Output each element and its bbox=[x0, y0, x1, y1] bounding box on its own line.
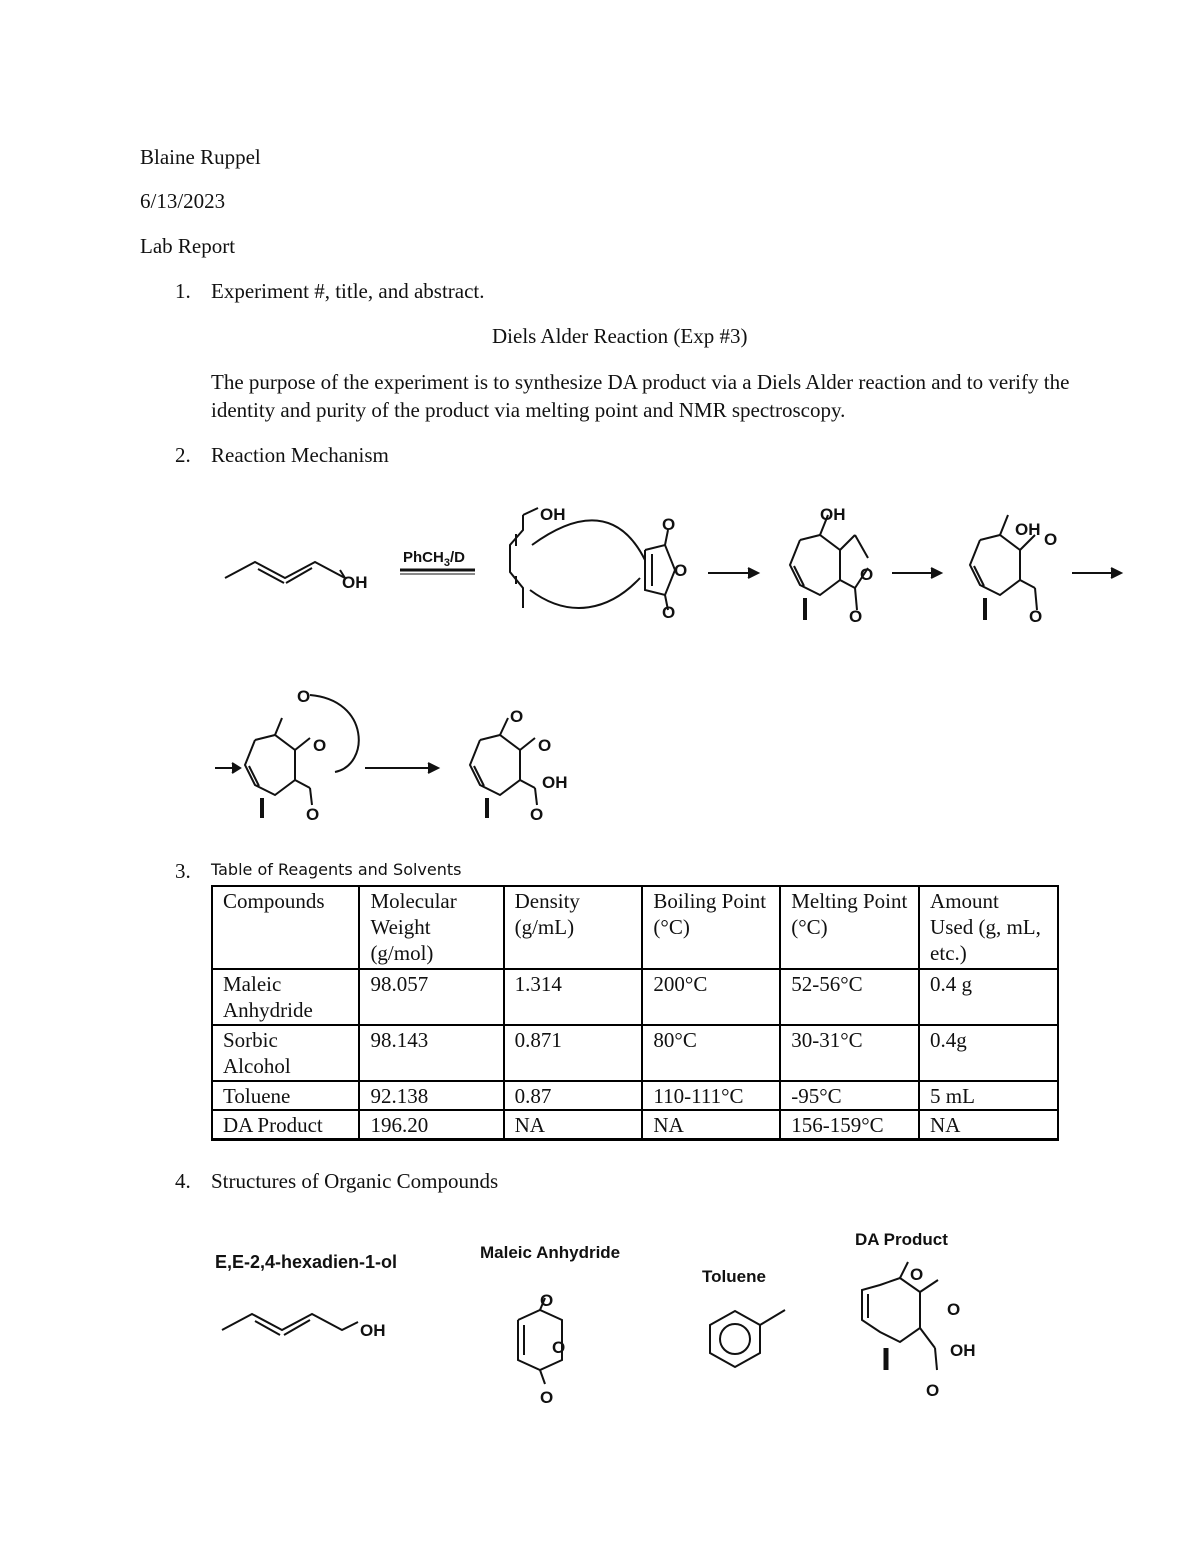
table-cell: 200°C bbox=[642, 969, 780, 1025]
table-header-cell: Boiling Point (°C) bbox=[642, 886, 780, 969]
da-ring-o: O bbox=[910, 1265, 924, 1284]
section-2-title: Reaction Mechanism bbox=[211, 443, 389, 467]
section-4-number: 4. bbox=[175, 1169, 191, 1193]
reagents-table bbox=[211, 885, 1059, 1141]
row2-carboxylate-o: O bbox=[306, 805, 320, 824]
product-ring-o: O bbox=[510, 707, 524, 726]
table-header-cell: Density (g/mL) bbox=[504, 886, 643, 969]
section-2-number: 2. bbox=[175, 443, 191, 467]
table-cell: 156-159°C bbox=[780, 1110, 919, 1140]
table-cell: 0.4g bbox=[919, 1025, 1058, 1081]
table-header-cell: Amount Used (g, mL, etc.) bbox=[919, 886, 1058, 969]
author-name: Blaine Ruppel bbox=[140, 145, 261, 169]
table-cell: 0.4 g bbox=[919, 969, 1058, 1025]
maleic-ring-o: O bbox=[552, 1338, 566, 1357]
hexadienol-structure-oh: OH bbox=[360, 1321, 386, 1340]
da-product-label: DA Product bbox=[855, 1230, 948, 1249]
section-3-title: Table of Reagents and Solvents bbox=[211, 860, 462, 879]
maleic-bottom-o: O bbox=[540, 1388, 554, 1407]
table-row bbox=[212, 1025, 1058, 1081]
table-cell: Toluene bbox=[212, 1081, 359, 1110]
table-cell: 98.143 bbox=[359, 1025, 503, 1081]
table-cell: 110-111°C bbox=[642, 1081, 780, 1110]
da-oh: OH bbox=[950, 1341, 976, 1360]
table-cell: 0.871 bbox=[504, 1025, 643, 1081]
table-cell: 196.20 bbox=[359, 1110, 503, 1140]
anhydride-bottom-o: O bbox=[662, 603, 676, 622]
da-lactone-o: O bbox=[947, 1300, 961, 1319]
organic-structures bbox=[200, 1220, 1020, 1420]
table-cell: NA bbox=[642, 1110, 780, 1140]
table-cell: 98.057 bbox=[359, 969, 503, 1025]
maleic-anhydride-label: Maleic Anhydride bbox=[480, 1243, 621, 1262]
table-header-row bbox=[212, 886, 1058, 969]
svg-text:PhCH3/D bbox=[403, 549, 465, 569]
anhydride-ring-o: O bbox=[674, 561, 688, 580]
experiment-title: Diels Alder Reaction (Exp #3) bbox=[492, 324, 748, 348]
product-oh: OH bbox=[542, 773, 568, 792]
table-cell: 0.87 bbox=[504, 1081, 643, 1110]
table-row bbox=[212, 1110, 1058, 1140]
table-cell: 80°C bbox=[642, 1025, 780, 1081]
table-row bbox=[212, 969, 1058, 1025]
table-cell: 92.138 bbox=[359, 1081, 503, 1110]
intermediate-2-alkoxide-o: O bbox=[1044, 530, 1058, 549]
reaction-mechanism-row-1 bbox=[200, 490, 1140, 640]
table-row bbox=[212, 1081, 1058, 1110]
abstract-text: The purpose of the experiment is to synthesize DA product via a Diels Alder reaction and to verify the identity and purity of the product via melting point and NMR spectroscopy. bbox=[211, 370, 1070, 422]
anhydride-top-o: O bbox=[662, 515, 676, 534]
da-carbonyl-o: O bbox=[926, 1381, 940, 1400]
intermediate-2-carbonyl-o: O bbox=[1029, 607, 1043, 626]
report-date: 6/13/2023 bbox=[140, 189, 226, 213]
section-1-title: Experiment #, title, and abstract. bbox=[211, 279, 485, 303]
table-header-cell: Compounds bbox=[212, 886, 359, 969]
table-cell: DA Product bbox=[212, 1110, 359, 1140]
table-cell: 30-31°C bbox=[780, 1025, 919, 1081]
table-cell: Maleic Anhydride bbox=[212, 969, 359, 1025]
table-cell: 5 mL bbox=[919, 1081, 1058, 1110]
product-lactone-o: O bbox=[538, 736, 552, 755]
reagent-label-base: PhCH bbox=[403, 549, 444, 566]
section-1-number: 1. bbox=[175, 279, 191, 303]
table-cell: NA bbox=[919, 1110, 1058, 1140]
hexadienol-oh-label: OH bbox=[342, 573, 368, 592]
section-4-title: Structures of Organic Compounds bbox=[211, 1169, 499, 1193]
maleic-top-o: O bbox=[540, 1291, 554, 1310]
table-cell: Sorbic Alcohol bbox=[212, 1025, 359, 1081]
row2-lactone-o: O bbox=[313, 736, 327, 755]
intermediate-1-carbonyl-o: O bbox=[849, 607, 863, 626]
table-header-cell: Melting Point (°C) bbox=[780, 886, 919, 969]
diene-oh-label: OH bbox=[540, 505, 566, 524]
table-cell: 52-56°C bbox=[780, 969, 919, 1025]
hexadienol-label: E,E-2,4-hexadien-1-ol bbox=[215, 1252, 398, 1272]
table-header-cell: Molecular Weight (g/mol) bbox=[359, 886, 503, 969]
table-cell: 1.314 bbox=[504, 969, 643, 1025]
document-type: Lab Report bbox=[140, 234, 236, 258]
reagent-label-subscript: 3 bbox=[443, 557, 450, 569]
section-3-number: 3. bbox=[175, 859, 191, 883]
row2-protonated-o: O bbox=[297, 687, 311, 706]
table-cell: -95°C bbox=[780, 1081, 919, 1110]
product-carbonyl-o: O bbox=[530, 805, 544, 824]
reagent-label-tail: /D bbox=[449, 549, 465, 566]
table-cell: NA bbox=[504, 1110, 643, 1140]
intermediate-2-oh: OH bbox=[1015, 520, 1041, 539]
reaction-mechanism-row-2 bbox=[210, 680, 590, 825]
intermediate-1-ring-o: O bbox=[860, 565, 874, 584]
intermediate-1-oh: OH bbox=[820, 505, 846, 524]
toluene-label: Toluene bbox=[702, 1267, 766, 1286]
